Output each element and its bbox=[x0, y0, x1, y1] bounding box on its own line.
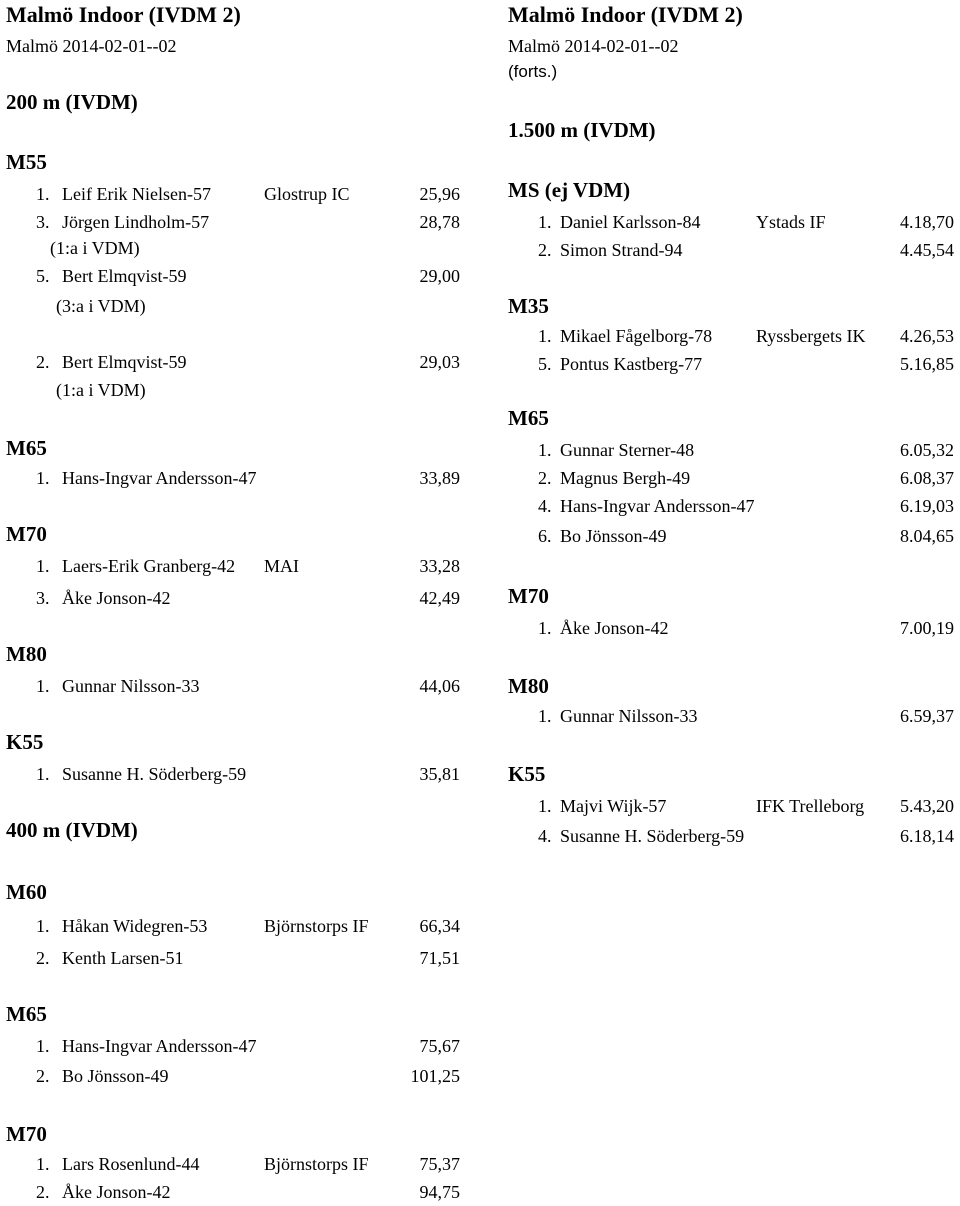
result-time: 6.05,32 bbox=[900, 440, 954, 460]
athlete-name: Bo Jönsson-49 bbox=[560, 526, 667, 546]
rank: 5. bbox=[538, 354, 552, 374]
event-heading-400m: 400 m (IVDM) bbox=[6, 818, 138, 842]
rank: 4. bbox=[538, 496, 552, 516]
club-name: Ystads IF bbox=[756, 212, 826, 232]
rank: 1. bbox=[36, 184, 50, 204]
meet-date: Malmö 2014-02-01--02 bbox=[6, 36, 177, 56]
rank: 2. bbox=[538, 468, 552, 488]
result-time: 28,78 bbox=[419, 212, 460, 232]
result-time: 94,75 bbox=[419, 1182, 460, 1202]
athlete-name: Bert Elmqvist-59 bbox=[62, 352, 187, 372]
event-heading-1500m: 1.500 m (IVDM) bbox=[508, 118, 656, 142]
result-row bbox=[6, 764, 460, 788]
meet-date: Malmö 2014-02-01--02 bbox=[508, 36, 679, 56]
rank: 1. bbox=[36, 1036, 50, 1056]
result-time: 75,37 bbox=[419, 1154, 460, 1174]
rank: 2. bbox=[36, 1066, 50, 1086]
athlete-name: Mikael Fågelborg-78 bbox=[560, 326, 713, 346]
result-row bbox=[508, 326, 954, 350]
club-name: Glostrup IC bbox=[264, 184, 350, 204]
result-time: 6.08,37 bbox=[900, 468, 954, 488]
class-heading-k55: K55 bbox=[508, 762, 546, 786]
rank: 1. bbox=[538, 212, 552, 232]
result-time: 6.59,37 bbox=[900, 706, 954, 726]
result-row bbox=[508, 212, 954, 236]
result-row bbox=[508, 826, 954, 850]
rank: 1. bbox=[538, 618, 552, 638]
club-name: Ryssbergets IK bbox=[756, 326, 866, 346]
result-time: 33,28 bbox=[419, 556, 460, 576]
result-row bbox=[508, 796, 954, 820]
athlete-name: Kenth Larsen-51 bbox=[62, 948, 184, 968]
class-heading-m70: M70 bbox=[6, 1122, 47, 1146]
result-row bbox=[6, 468, 460, 492]
result-row bbox=[508, 496, 954, 520]
result-time: 71,51 bbox=[419, 948, 460, 968]
vdm-placement-note: (1:a i VDM) bbox=[56, 380, 146, 400]
result-row bbox=[508, 354, 954, 378]
result-row bbox=[508, 240, 954, 264]
rank: 2. bbox=[36, 1182, 50, 1202]
result-time: 4.45,54 bbox=[900, 240, 954, 260]
club-name: MAI bbox=[264, 556, 299, 576]
class-heading-m55: M55 bbox=[6, 150, 47, 174]
result-row bbox=[6, 212, 460, 236]
result-row bbox=[6, 948, 460, 972]
class-heading-m60: M60 bbox=[6, 880, 47, 904]
rank: 1. bbox=[538, 796, 552, 816]
athlete-name: Gunnar Sterner-48 bbox=[560, 440, 695, 460]
result-time: 101,25 bbox=[410, 1066, 460, 1086]
athlete-name: Åke Jonson-42 bbox=[560, 618, 669, 638]
result-row bbox=[6, 1066, 460, 1090]
athlete-name: Simon Strand-94 bbox=[560, 240, 683, 260]
class-heading-m35: M35 bbox=[508, 294, 549, 318]
result-time: 6.19,03 bbox=[900, 496, 954, 516]
result-time: 5.43,20 bbox=[900, 796, 954, 816]
result-row bbox=[508, 618, 954, 642]
athlete-name: Susanne H. Söderberg-59 bbox=[62, 764, 247, 784]
event-heading-200m: 200 m (IVDM) bbox=[6, 90, 138, 114]
rank: 6. bbox=[538, 526, 552, 546]
club-name: Björnstorps IF bbox=[264, 916, 369, 936]
class-heading-k55: K55 bbox=[6, 730, 44, 754]
athlete-name: Majvi Wijk-57 bbox=[560, 796, 667, 816]
rank: 1. bbox=[36, 916, 50, 936]
athlete-name: Bert Elmqvist-59 bbox=[62, 266, 187, 286]
result-time: 35,81 bbox=[419, 764, 460, 784]
result-time: 7.00,19 bbox=[900, 618, 954, 638]
class-heading-m65: M65 bbox=[508, 406, 549, 430]
result-time: 29,03 bbox=[419, 352, 460, 372]
meet-title: Malmö Indoor (IVDM 2) bbox=[6, 2, 241, 27]
athlete-name: Lars Rosenlund-44 bbox=[62, 1154, 200, 1174]
class-heading-m70: M70 bbox=[6, 522, 47, 546]
result-row bbox=[6, 1154, 460, 1178]
rank: 1. bbox=[36, 468, 50, 488]
athlete-name: Jörgen Lindholm-57 bbox=[62, 212, 210, 232]
rank: 1. bbox=[36, 1154, 50, 1174]
class-heading-m70: M70 bbox=[508, 584, 549, 608]
result-time: 29,00 bbox=[419, 266, 460, 286]
result-row bbox=[508, 706, 954, 730]
result-time: 25,96 bbox=[419, 184, 460, 204]
result-row bbox=[6, 352, 460, 376]
result-time: 33,89 bbox=[419, 468, 460, 488]
result-time: 42,49 bbox=[419, 588, 460, 608]
result-row bbox=[6, 184, 460, 208]
athlete-name: Pontus Kastberg-77 bbox=[560, 354, 703, 374]
athlete-name: Daniel Karlsson-84 bbox=[560, 212, 701, 232]
rank: 1. bbox=[36, 676, 50, 696]
meet-title: Malmö Indoor (IVDM 2) bbox=[508, 2, 743, 27]
result-row bbox=[6, 1036, 460, 1060]
result-row bbox=[6, 588, 460, 612]
result-time: 44,06 bbox=[419, 676, 460, 696]
athlete-name: Gunnar Nilsson-33 bbox=[560, 706, 698, 726]
result-row bbox=[6, 676, 460, 700]
vdm-placement-note: (3:a i VDM) bbox=[56, 296, 146, 316]
athlete-name: Gunnar Nilsson-33 bbox=[62, 676, 200, 696]
result-time: 8.04,65 bbox=[900, 526, 954, 546]
continued-note: (forts.) bbox=[508, 62, 558, 81]
result-time: 5.16,85 bbox=[900, 354, 954, 374]
rank: 4. bbox=[538, 826, 552, 846]
rank: 5. bbox=[36, 266, 50, 286]
athlete-name: Håkan Widegren-53 bbox=[62, 916, 208, 936]
result-time: 6.18,14 bbox=[900, 826, 954, 846]
athlete-name: Magnus Bergh-49 bbox=[560, 468, 691, 488]
result-row bbox=[6, 266, 460, 290]
result-row bbox=[508, 526, 954, 550]
class-heading-m80: M80 bbox=[508, 674, 549, 698]
result-row bbox=[6, 556, 460, 580]
result-time: 66,34 bbox=[419, 916, 460, 936]
result-row bbox=[508, 468, 954, 492]
athlete-name: Hans-Ingvar Andersson-47 bbox=[62, 1036, 257, 1056]
athlete-name: Åke Jonson-42 bbox=[62, 588, 171, 608]
result-row bbox=[508, 440, 954, 464]
result-time: 4.18,70 bbox=[900, 212, 954, 232]
athlete-name: Laers-Erik Granberg-42 bbox=[62, 556, 236, 576]
rank: 1. bbox=[36, 556, 50, 576]
athlete-name: Susanne H. Söderberg-59 bbox=[560, 826, 745, 846]
rank: 1. bbox=[538, 706, 552, 726]
rank: 2. bbox=[36, 352, 50, 372]
athlete-name: Hans-Ingvar Andersson-47 bbox=[560, 496, 755, 516]
class-heading-m65: M65 bbox=[6, 1002, 47, 1026]
athlete-name: Hans-Ingvar Andersson-47 bbox=[62, 468, 257, 488]
rank: 1. bbox=[538, 440, 552, 460]
result-time: 4.26,53 bbox=[900, 326, 954, 346]
class-heading-ms: MS (ej VDM) bbox=[508, 178, 631, 202]
rank: 2. bbox=[36, 948, 50, 968]
result-time: 75,67 bbox=[419, 1036, 460, 1056]
club-name: Björnstorps IF bbox=[264, 1154, 369, 1174]
rank: 1. bbox=[538, 326, 552, 346]
vdm-placement-note: (1:a i VDM) bbox=[50, 238, 140, 258]
result-row bbox=[6, 1182, 460, 1206]
class-heading-m65: M65 bbox=[6, 436, 47, 460]
result-row bbox=[6, 916, 460, 940]
rank: 3. bbox=[36, 212, 50, 232]
athlete-name: Leif Erik Nielsen-57 bbox=[62, 184, 211, 204]
athlete-name: Bo Jönsson-49 bbox=[62, 1066, 169, 1086]
club-name: IFK Trelleborg bbox=[756, 796, 865, 816]
class-heading-m80: M80 bbox=[6, 642, 47, 666]
rank: 2. bbox=[538, 240, 552, 260]
rank: 3. bbox=[36, 588, 50, 608]
rank: 1. bbox=[36, 764, 50, 784]
athlete-name: Åke Jonson-42 bbox=[62, 1182, 171, 1202]
